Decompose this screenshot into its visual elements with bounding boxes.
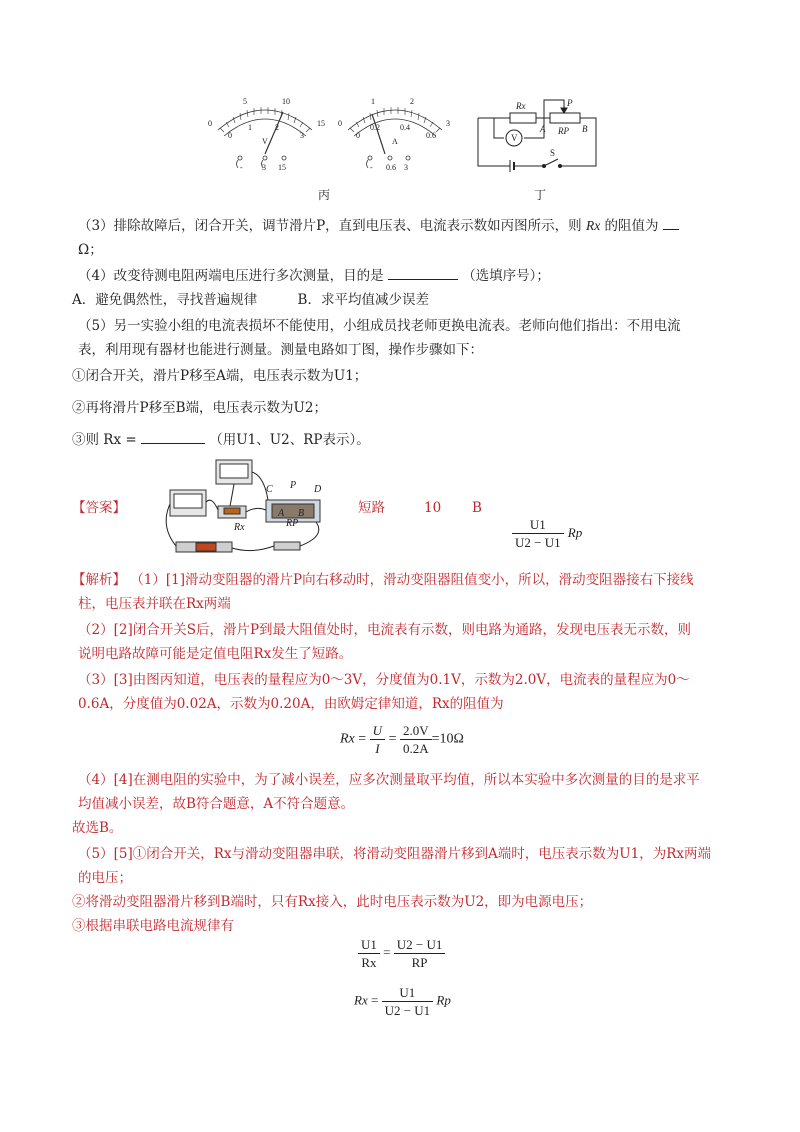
eq1-f1-num: U — [370, 722, 385, 740]
circuit-rx: Rx — [516, 101, 526, 111]
answer-frac-tail: Rp — [567, 525, 583, 540]
answer-1: 短路 — [358, 500, 385, 516]
a-terminal-06: 0.6 — [386, 163, 396, 172]
q5-line1: （5）另一实验小组的电流表损坏不能使用，小组成员找老师更换电流表。老师向他们指出：不用电流 — [78, 318, 681, 334]
rx-resistor — [510, 113, 536, 123]
photo-a: A — [278, 508, 285, 519]
v-tick-0b: 0 — [228, 131, 232, 140]
eq1-f1-den: I — [375, 741, 380, 756]
eq2-r-den: RP — [411, 955, 428, 970]
photo-rp: RP — [286, 518, 299, 529]
circuit-a: A — [540, 124, 546, 134]
eq3-den: U2 − U1 — [384, 1003, 431, 1018]
analysis-p5-line1: （5）[5]①闭合开关，Rx与滑动变阻器串联，将滑动变阻器滑片移到A端时，电压表示数为U1，为Rx两端 — [78, 846, 711, 862]
ammeter-needle — [372, 114, 385, 154]
q4-option-a: A．避免偶然性，寻找普遍规律 — [72, 292, 258, 308]
voltmeter-needle — [265, 112, 283, 154]
a-tick-02: 0.2 — [370, 123, 380, 132]
photo-p: P — [290, 480, 297, 491]
figure-ding-circuit — [474, 96, 604, 176]
answer-2: 10 — [424, 500, 442, 516]
switch-s — [544, 159, 558, 166]
q4-text: （4）改变待测电阻两端电压进行多次测量，目的是 — [78, 268, 384, 284]
v-terminal-15: 15 — [278, 163, 286, 172]
v-tick-3: 3 — [300, 131, 304, 140]
eq1-result: =10Ω — [431, 731, 464, 747]
circuit-svg — [474, 96, 604, 176]
figure-bing-label: 丙 — [318, 188, 331, 202]
eq2-right — [394, 936, 446, 971]
eq1-f2-num: 2.0V — [400, 722, 432, 740]
voltmeter-dial — [218, 107, 312, 154]
q3-text: （3）排除故障后，闭合开关，调节滑片P，直到电压表、电流表示数如丙图所示，则 — [78, 218, 582, 234]
a-tick-06: 0.6 — [426, 131, 436, 140]
photo-b: B — [298, 508, 305, 519]
analysis-p4-line1: （4）[4]在测电阻的实验中，为了减小误差，应多次测量取平均值，所以本实验中多次测量的目的是求平 — [78, 772, 700, 788]
eq2-left — [358, 936, 380, 971]
meters-svg — [200, 92, 460, 182]
a-tick-04: 0.4 — [400, 123, 410, 132]
v-tick-1: 1 — [248, 123, 252, 132]
analysis-p5-line2: 的电压； — [78, 870, 132, 886]
answer-frac-num: U1 — [512, 516, 564, 534]
step1: ①闭合开关，滑片P移至A端，电压表示数为U1； — [72, 368, 368, 384]
answer-photo — [156, 456, 336, 556]
eq1-frac1 — [370, 722, 385, 757]
analysis-p4-line2: 均值减小误差，故B符合题意，A不符合题意。 — [78, 796, 355, 812]
a-terminal-3: 3 — [404, 163, 408, 172]
step3 — [72, 430, 370, 450]
eq3-frac — [382, 984, 434, 1019]
q3-tail: 的阻值为 — [604, 218, 659, 234]
eq1-frac2 — [400, 722, 432, 757]
eq2-r-num: U2 − U1 — [394, 936, 446, 954]
a-symbol: A — [392, 137, 398, 146]
circuit-b: B — [582, 124, 588, 134]
circuit-s: S — [550, 148, 556, 158]
q3-line1 — [78, 216, 679, 236]
figure-bing-meters — [200, 92, 460, 182]
step3-pre: ③则 Rx = — [72, 432, 137, 448]
step3-post: （用U1、U2、RP表示）。 — [209, 432, 370, 448]
eq1-lhs: Rx — [340, 731, 355, 747]
analysis-p1-line2: 柱，电压表并联在Rx两端 — [78, 596, 231, 612]
circuit-p: P — [567, 98, 573, 108]
analysis-p1-line1 — [72, 570, 694, 590]
q4-options — [72, 290, 429, 310]
q3-rx: Rx — [585, 218, 601, 233]
v-tick-0a: 0 — [208, 119, 212, 128]
photo-d: D — [314, 484, 322, 495]
eq1-f2-den: 0.2A — [402, 741, 429, 756]
q4-blank — [388, 279, 458, 280]
equation-result: Rx = $\frac{U1}{U2 - U1}$ Rp — [354, 985, 451, 1018]
a-tick-0a: 0 — [338, 119, 342, 128]
q4-option-b: B．求平均值减少误差 — [297, 292, 429, 308]
a-tick-2: 2 — [410, 97, 414, 106]
photo-rx: Rx — [234, 522, 245, 533]
v-terminal-3: 3 — [262, 163, 266, 172]
switch-photo — [274, 542, 300, 550]
answer-3: B — [472, 500, 482, 516]
analysis-p3-line1: （3）[3]由图丙知道，电压表的量程应为0～3V，分度值为0.1V，示数为2.0V，电流表的量程应为0～ — [78, 672, 690, 688]
answer-frac-den: U2 − U1 — [515, 535, 561, 550]
analysis-p5-line3: ②将滑动变阻器滑片移到B端时，只有Rx接入，此时电压表示数为U2，即为电源电压； — [72, 894, 593, 910]
eq2-l-num: U1 — [358, 936, 380, 954]
analysis-p5-line4: ③根据串联电路电流规律有 — [72, 918, 234, 934]
equation-series: $\frac{U1}{Rx}$ = $\frac{U2 - U1}{RP}$ — [358, 936, 445, 971]
apparatus-photo-svg — [156, 456, 336, 556]
q3-blank — [663, 229, 679, 230]
step3-blank — [141, 443, 205, 444]
circuit-rp: RP — [558, 126, 569, 136]
step2: ②再将滑片P移至B端，电压表示数为U2； — [72, 400, 327, 416]
v-tick-2: 2 — [275, 123, 279, 132]
q3-unit: Ω； — [78, 242, 103, 258]
q5-line2: 表，利用现有器材也能进行测量。测量电路如丁图，操作步骤如下： — [78, 342, 483, 358]
q4-tail: （选填序号）； — [462, 268, 550, 284]
eq3-num: U1 — [382, 984, 434, 1002]
a-terminal-minus: - — [370, 163, 373, 172]
rp-rheostat — [550, 113, 580, 123]
analysis-p1-text: （1）[1]滑动变阻器的滑片P向右移动时，滑动变阻器阻值变小，所以，滑动变阻器接右下接线 — [130, 572, 694, 588]
equation-ohm: Rx = $\frac{U}{I}$ = $\frac{2.0V}{0.2A}$ =10Ω — [340, 723, 464, 756]
eq3-lhs: Rx — [354, 992, 368, 1008]
answer-4-formula — [512, 516, 582, 551]
a-tick-3: 3 — [446, 119, 450, 128]
circuit-v: V — [511, 133, 518, 143]
photo-c: C — [266, 484, 273, 495]
analysis-p2-line2: 说明电路故障可能是定值电阻Rx发生了短路。 — [78, 646, 353, 662]
v-tick-15: 15 — [317, 119, 325, 128]
answer-label: 【答案】 — [72, 500, 126, 516]
q4-line — [78, 266, 550, 286]
analysis-p4-line3: 故选B。 — [72, 820, 123, 836]
analysis-p2-line1: （2）[2]闭合开关S后，滑片P到最大阻值处时，电流表有示数，则电路为通路，发现电压表无示数，则 — [78, 622, 692, 638]
v-tick-10: 10 — [282, 97, 290, 106]
v-symbol: V — [262, 137, 268, 146]
v-terminal-minus: - — [240, 163, 243, 172]
analysis-label: 【解析】 — [72, 572, 126, 588]
a-tick-0b: 0 — [356, 131, 360, 140]
figure-ding-label: 丁 — [534, 188, 547, 202]
v-tick-5: 5 — [243, 97, 247, 106]
eq2-l-den: Rx — [361, 955, 377, 970]
analysis-p3-line2: 0.6A，分度值为0.02A，示数为0.20A，由欧姆定律知道，Rx的阻值为 — [78, 696, 504, 712]
answer-fraction — [512, 516, 564, 551]
eq3-tail: Rp — [436, 992, 451, 1008]
a-tick-1: 1 — [371, 97, 375, 106]
